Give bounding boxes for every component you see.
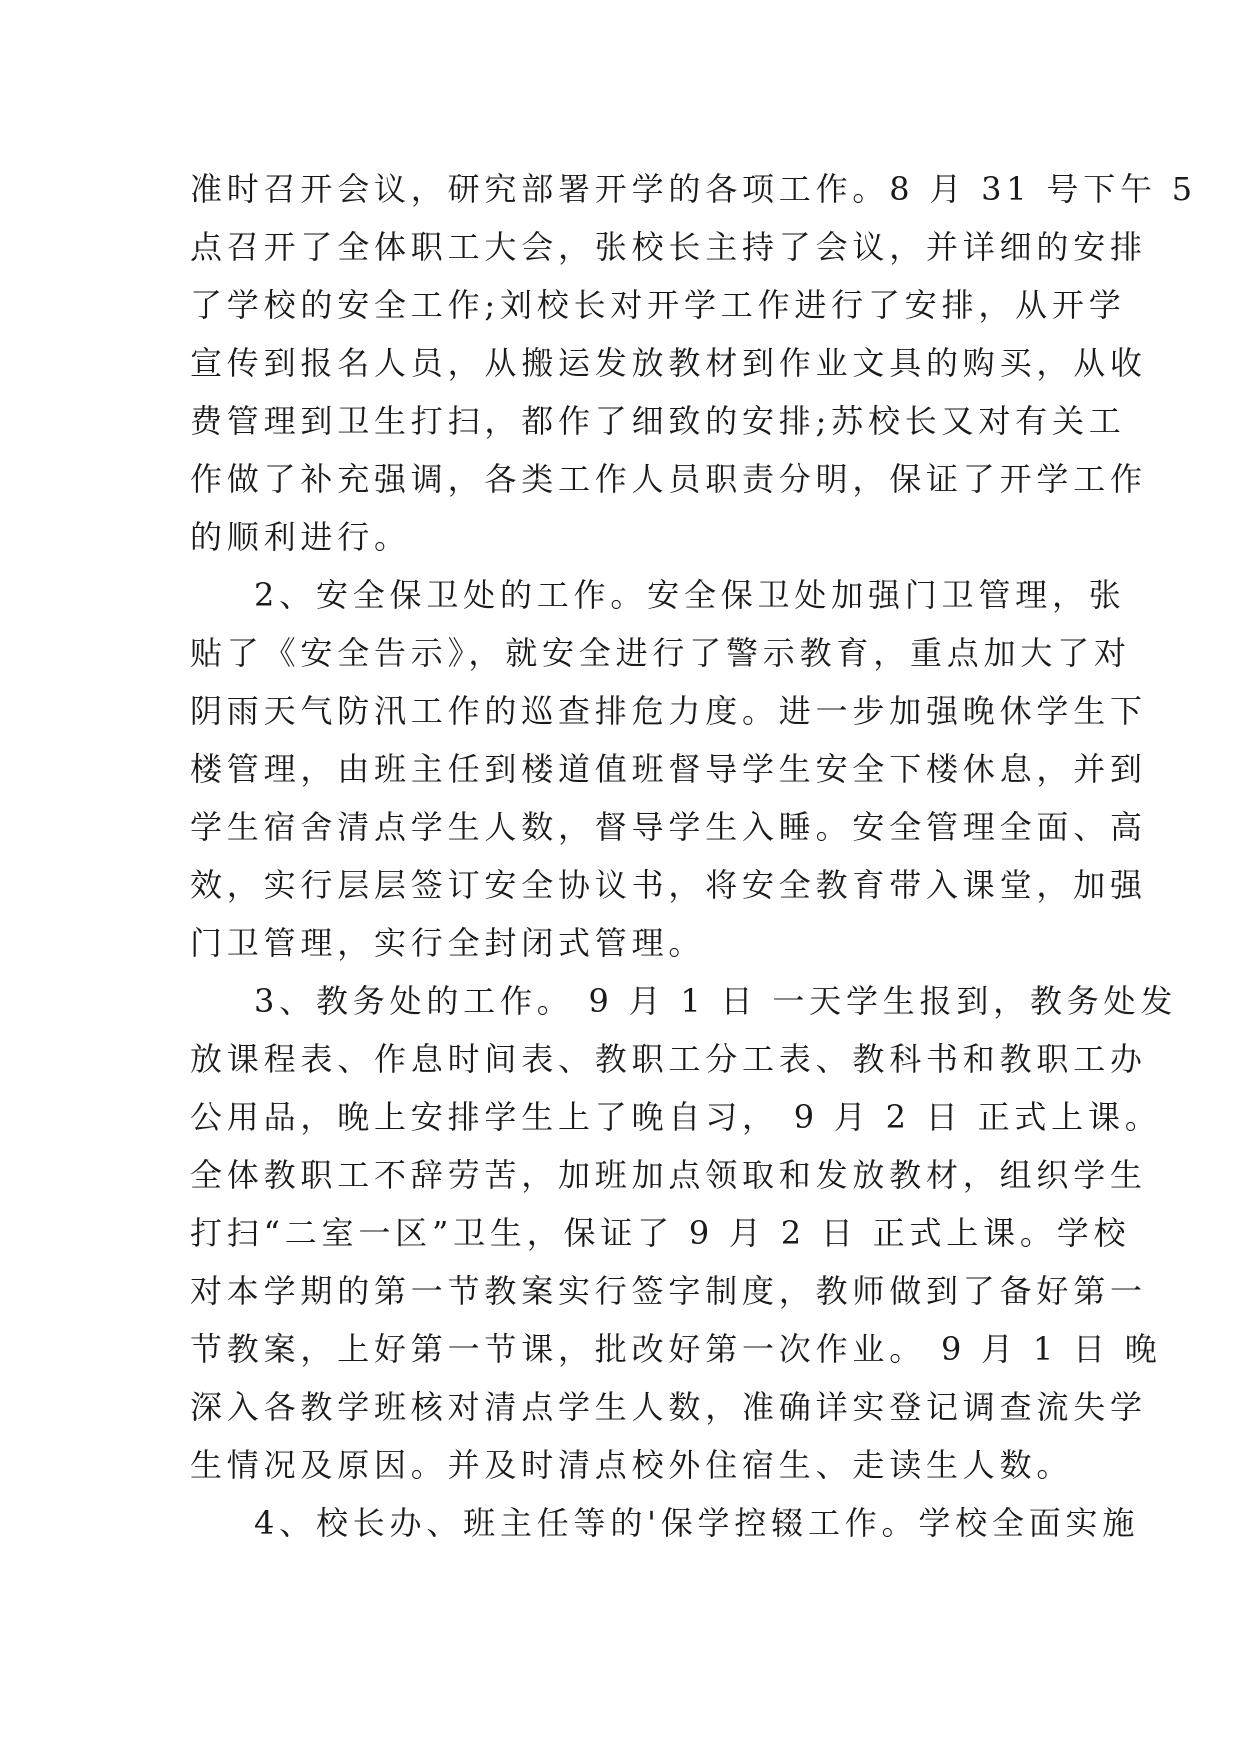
text-line: 门卫管理，实行全封闭式管理。 (190, 924, 706, 962)
text-line: 楼管理，由班主任到楼道值班督导学生安全下楼休息，并到 (190, 750, 1147, 788)
text-line: 学生宿舍清点学生人数，督导学生入睡。安全管理全面、高 (190, 808, 1147, 846)
text-line: 深入各教学班核对清点学生人数，准确详实登记调查流失学 (190, 1388, 1147, 1426)
paragraph (190, 1494, 1140, 1552)
text-line: 生情况及原因。并及时清点校外住宿生、走读生人数。 (190, 1446, 1074, 1484)
document-body (190, 160, 1197, 1552)
text-line: 的顺利进行。 (190, 518, 411, 556)
paragraph (190, 566, 1147, 972)
text-line: 对本学期的第一节教案实行签字制度，教师做到了备好第一 (190, 1272, 1147, 1310)
text-line: 贴了《安全告示》，就安全进行了警示教育，重点加大了对 (190, 634, 1131, 672)
text-line: 点召开了全体职工大会，张校长主持了会议，并详细的安排 (190, 228, 1147, 266)
text-line: 全体教职工不辞劳苦，加班加点领取和发放教材，组织学生 (190, 1156, 1147, 1194)
text-line: 作做了补充强调，各类工作人员职责分明，保证了开学工作 (190, 460, 1147, 498)
text-line: 费管理到卫生打扫，都作了细致的安排;苏校长又对有关工 (190, 402, 1126, 440)
paragraph (190, 160, 1197, 566)
text-line: 2、安全保卫处的工作。安全保卫处加强门卫管理，张 (254, 576, 1126, 614)
text-line: 准时召开会议，研究部署开学的各项工作。8 月 31 号下午 5 (190, 170, 1197, 208)
text-line: 了学校的安全工作;刘校长对开学工作进行了安排，从开学 (190, 286, 1126, 324)
text-line: 打扫“二室一区”卫生，保证了 9 月 2 日 正式上课。学校 (190, 1214, 1131, 1252)
text-line: 公用品，晚上安排学生上了晚自习， 9 月 2 日 正式上课。 (190, 1098, 1162, 1136)
paragraph (190, 972, 1178, 1494)
text-line: 节教案，上好第一节课，批改好第一次作业。 9 月 1 日 晚 (190, 1330, 1162, 1368)
text-line: 阴雨天气防汛工作的巡查排危力度。进一步加强晚休学生下 (190, 692, 1147, 730)
text-line: 宣传到报名人员，从搬运发放教材到作业文具的购买，从收 (190, 344, 1147, 382)
text-line: 效，实行层层签订安全协议书，将安全教育带入课堂，加强 (190, 866, 1147, 904)
text-line: 4、校长办、班主任等的'保学控辍工作。学校全面实施 (254, 1504, 1140, 1542)
text-line: 3、教务处的工作。 9 月 1 日 一天学生报到，教务处发 (254, 982, 1178, 1020)
text-line: 放课程表、作息时间表、教职工分工表、教科书和教职工办 (190, 1040, 1147, 1078)
